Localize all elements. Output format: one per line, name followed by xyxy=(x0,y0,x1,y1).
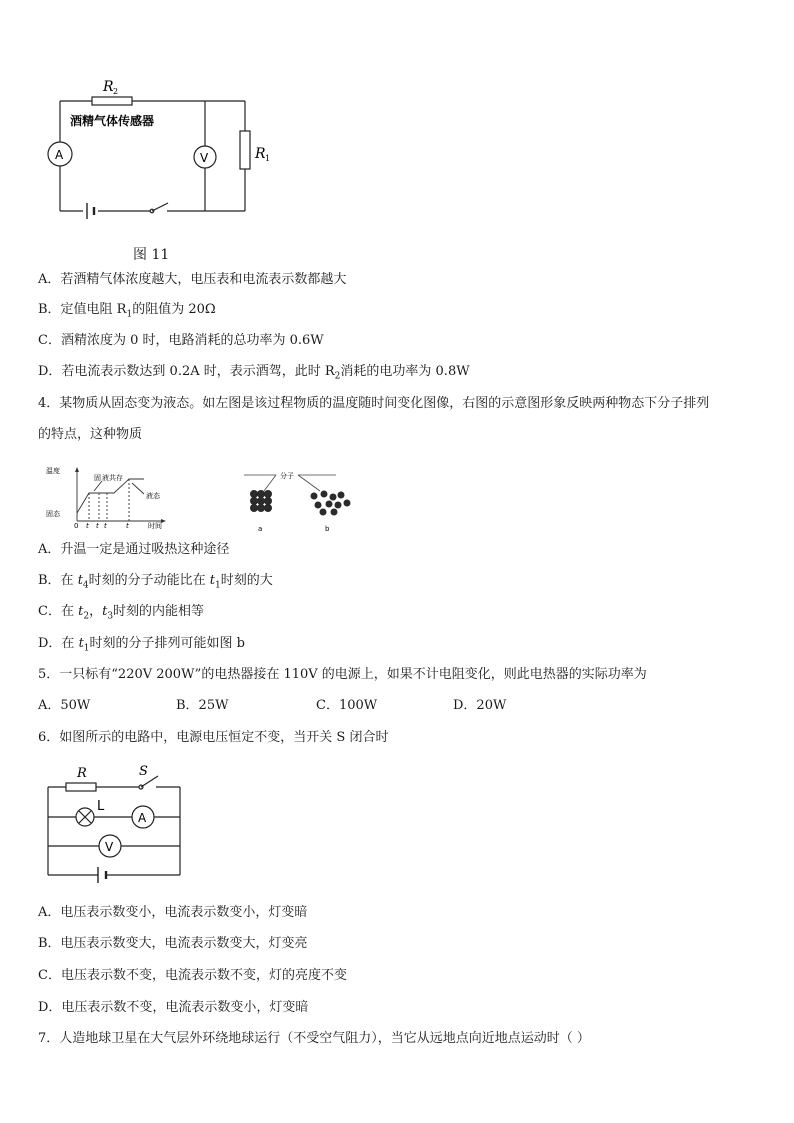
q5-option-c: C．100W xyxy=(316,698,378,713)
lamp-icon xyxy=(76,808,94,826)
graph-coexist-label: 液共存 xyxy=(102,474,123,482)
molecules-a xyxy=(250,490,272,512)
r2-label: R xyxy=(103,79,114,95)
q6-circuit-diagram xyxy=(44,765,194,890)
figure-caption: 图 11 xyxy=(133,247,170,263)
q3-option-c: C．酒精浓度为 0 时，电路消耗的总功率为 0.6W xyxy=(38,333,324,348)
graph-t2: t xyxy=(96,522,99,530)
molecule-label: 分子 xyxy=(280,472,294,480)
q3-option-b: B．定值电阻 $R_1$的阻值为 20Ω xyxy=(38,302,216,320)
q6-option-a: A．电压表示数变小，电流表示数变小，灯变暗 xyxy=(38,905,308,920)
ammeter-label: A xyxy=(138,811,147,825)
r1-subscript: 1 xyxy=(265,154,271,163)
s-label: S xyxy=(139,764,148,779)
q4-option-c: C．在 $t_2$，$t_3$时刻的内能相等 xyxy=(38,604,205,622)
resistor-r xyxy=(66,783,96,791)
graph-liquid-state: 液态 xyxy=(146,492,160,500)
lamp-label: L xyxy=(97,799,105,814)
q7-stem: 7．人造地球卫星在大气层外环绕地球运行（不受空气阻力），当它从远地点向近地点运动时（ ） xyxy=(38,1031,590,1046)
temperature-time-graph xyxy=(44,461,174,529)
resistor-r2 xyxy=(92,97,132,105)
battery-icon xyxy=(87,203,94,219)
graph-ylabel: 温度 xyxy=(46,467,60,475)
graph-t3: t xyxy=(104,522,107,530)
graph-t1: t xyxy=(86,522,89,530)
voltmeter-label: V xyxy=(200,151,209,165)
q4-stem-line1: 4．某物质从固态变为液态。如左图是该过程物质的温度随时间变化图像，右图的示意图形象反映两种物态下分子排列 xyxy=(38,396,710,411)
q4-stem-line2: 的特点，这种物质 xyxy=(38,427,143,442)
q5-option-d: D．20W xyxy=(453,698,507,713)
molecules-b xyxy=(311,491,351,516)
q5-option-a: A．50W xyxy=(38,698,91,713)
switch-icon xyxy=(150,203,168,213)
figure-a-label: a xyxy=(258,525,263,533)
q6-option-b: B．电压表示数变大，电流表示数变大，灯变亮 xyxy=(38,936,308,951)
r2-subscript: 2 xyxy=(113,87,119,96)
r-label: R xyxy=(77,766,87,781)
graph-solid-state: 固态 xyxy=(46,510,60,518)
q3-option-d: D．若电流表示数达到 0.2A 时，表示酒驾，此时 $R_2$消耗的电功率为 0.8W xyxy=(38,364,470,382)
battery-icon xyxy=(98,867,106,883)
graph-solid-label: 固 xyxy=(94,474,101,482)
graph-xlabel: 时间 xyxy=(148,522,162,530)
q4-option-a: A．升温一定是通过吸热这种途径 xyxy=(38,542,230,557)
figure-b-label: b xyxy=(325,525,330,533)
graph-origin: 0 xyxy=(74,522,79,530)
graph-t4: t xyxy=(126,522,129,530)
alcohol-sensor-circuit xyxy=(40,78,280,268)
q6-option-c: C．电压表示数不变，电流表示数不变，灯的亮度不变 xyxy=(38,968,347,983)
voltmeter-label: V xyxy=(105,840,114,854)
q4-option-b: B．在 $t_4$时刻的分子动能比在 $t_1$时刻的大 xyxy=(38,573,273,591)
q4-option-d: D．在 $t_1$时刻的分子排列可能如图 b xyxy=(38,636,245,654)
r1-label: R xyxy=(255,146,266,162)
q6-stem: 6．如图所示的电路中，电源电压恒定不变，当开关 S 闭合时 xyxy=(38,730,389,745)
ammeter-label: A xyxy=(55,148,64,162)
q3-option-a: A．若酒精气体浓度越大，电压表和电流表示数都越大 xyxy=(38,272,347,287)
q6-option-d: D．电压表示数不变，电流表示数变小，灯变暗 xyxy=(38,1000,309,1015)
q5-stem: 5．一只标有“220V 200W”的电热器接在 110V 的电源上，如果不计电阻变化，则此电热器的实际功率为 xyxy=(38,667,647,682)
resistor-r1 xyxy=(240,131,250,169)
q5-option-b: B．25W xyxy=(176,698,229,713)
sensor-label: 酒精气体传感器 xyxy=(70,114,155,128)
molecule-arrangement-figure xyxy=(236,463,366,535)
